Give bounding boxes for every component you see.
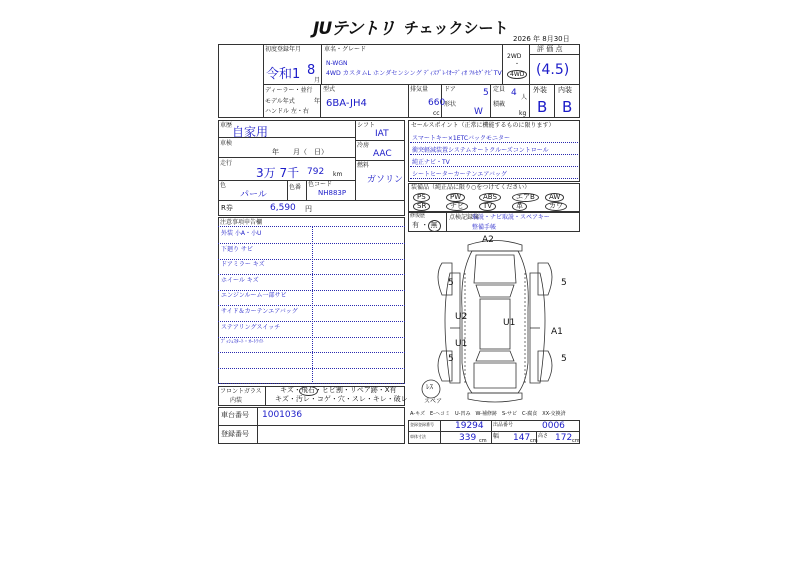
note-item: ドアミラー キズ	[221, 261, 265, 269]
color: パール	[240, 190, 267, 200]
interior-label: 内装	[230, 397, 243, 404]
mileage-unit: km	[333, 171, 343, 178]
displacement-label: 排気量	[410, 86, 429, 93]
reg-month: 8	[307, 63, 316, 78]
exhibit-no-label: 出品番号	[493, 422, 514, 428]
fuel: ガソリン	[367, 175, 404, 185]
ext-score: B	[537, 98, 548, 116]
sales-point: 純正ナビ・TV	[412, 159, 450, 166]
car-name: N-WGN	[326, 60, 348, 67]
reg-era: 令和1	[266, 67, 301, 82]
int-score: B	[562, 98, 573, 116]
color-label: 色	[220, 182, 227, 189]
record-label: 点検記録簿	[449, 214, 480, 221]
damage-mark: 5	[448, 354, 454, 364]
month-unit: 月	[314, 77, 321, 84]
equipment-label: 装備品（純正品に限り○をつけてください）	[411, 184, 531, 191]
car-diagram	[410, 233, 580, 408]
doors: 5	[483, 88, 489, 98]
sales-point: 衝突軽減装置システムオートクルーズコントロール	[412, 147, 549, 154]
damage-mark: A2	[482, 235, 494, 245]
model-year-unit: 年	[314, 98, 321, 105]
grade-score: (4.5)	[536, 62, 570, 78]
ac-label: 冷房	[357, 142, 370, 149]
sheet-date: 2026 年 8月30日	[513, 35, 570, 43]
record-sub: 整備手帳	[472, 224, 497, 231]
ac: AAC	[373, 149, 392, 159]
loading-unit: kg	[519, 110, 527, 117]
fuel-label: 燃料	[357, 162, 370, 169]
reg-year-label: 初度登録年月	[265, 46, 302, 53]
damage-mark: 5	[561, 354, 567, 364]
damage-mark: U1	[455, 339, 468, 349]
usage-label: 車歴	[220, 122, 233, 129]
length-value: 339	[459, 433, 477, 443]
note-item: エンジンルーム一部サビ	[221, 292, 287, 300]
record-text: 取説・ナビ取説・スペアキー	[472, 214, 550, 221]
damage-mark: 5	[448, 278, 454, 288]
door-label: ドア	[444, 86, 456, 93]
color-no-label: 色番	[289, 184, 302, 191]
height-unit: cm	[572, 438, 580, 444]
note-item: 外装 小A・小U	[221, 230, 262, 237]
equipment-item: PS	[413, 193, 430, 202]
int-label: 内装	[558, 86, 572, 94]
note-item: サイド＆カーテンエアバッグ	[221, 308, 298, 315]
equipment-item: TV	[479, 202, 496, 211]
notes-label: 注意事項申告欄	[220, 219, 263, 226]
damage-legend: A-キズ E-ヘコミ U-凹み W-補修跡 S-サビ C-腐食 XX-交換済	[410, 411, 566, 417]
sales-label: セールスポイント（正常に機能するものに限ります）	[411, 122, 555, 129]
history-label: 修復歴	[410, 213, 426, 219]
length-unit: cm	[479, 438, 487, 444]
width-value: 147	[513, 433, 531, 443]
bottom-reg-no: 19294	[455, 421, 484, 431]
history-value: 有 ・ 無	[412, 221, 438, 229]
dealer-label: ディーラー・並行	[265, 87, 313, 94]
drive-dot: ・	[514, 61, 521, 68]
equipment-item: エアB	[512, 193, 539, 202]
equipment-item: PW	[446, 193, 465, 202]
interior-items: キズ・汚レ・コゲ・穴・スレ・キレ・破レ	[275, 395, 408, 403]
brand-logo: JUテントリ	[313, 19, 395, 39]
capacity: 4	[511, 88, 517, 98]
model-year-label: モデル年式	[265, 98, 295, 105]
recycle-unit: 円	[305, 205, 312, 213]
recycle-label: R券	[221, 204, 233, 212]
color-code-label: 色コード	[308, 181, 333, 188]
sales-point: スマートキー×1ETCバックモニター	[412, 135, 511, 142]
usage: 自家用	[232, 125, 269, 139]
reg-no-label: 登録番号	[221, 430, 249, 438]
recycle-amount: 6,590	[270, 203, 296, 213]
mileage-label: 走行	[220, 160, 233, 167]
spare-mark: ﾚｽ	[426, 383, 433, 391]
equipment-item: ABS	[479, 193, 501, 202]
shift: IAT	[375, 129, 389, 139]
inspection-label: 車検	[220, 140, 233, 147]
note-item: 下廻り サビ	[221, 245, 253, 253]
shift-label: シフト	[357, 122, 376, 129]
equipment-item: AW	[545, 193, 564, 202]
ext-label: 外装	[533, 86, 547, 94]
shape-label: 形状	[444, 101, 457, 108]
drive-4wd: 4WD	[507, 70, 527, 79]
capacity-unit: 人	[521, 94, 528, 101]
equipment-item: ナビ	[446, 202, 468, 211]
width-unit: cm	[530, 438, 538, 444]
width-label: 幅	[493, 433, 500, 440]
damage-mark: U1	[503, 318, 516, 328]
type-label: 型式	[323, 86, 336, 93]
note-item: ステアリングスイッチ	[221, 323, 281, 331]
note-item: ﾌﾟｯｼｭｽﾀｰﾄ・ｵｰﾄﾗｲﾄ	[221, 339, 264, 346]
front-glass-label: フロントガラス	[220, 388, 262, 395]
shape: W	[474, 107, 483, 117]
color-code: NH883P	[318, 189, 347, 197]
sales-point: シートヒーターカーテンエアバッグ	[412, 171, 507, 178]
car-no-label: 車台番号	[221, 411, 249, 419]
displacement: 660	[428, 98, 446, 108]
history-none-circle	[428, 220, 441, 232]
grade-score-label: 評 価 点	[537, 45, 563, 53]
spare-label: スペア	[424, 398, 443, 405]
capacity-label: 定員	[493, 86, 506, 93]
car-no: 1001036	[262, 410, 303, 420]
displacement-unit: cc	[433, 110, 440, 117]
type-value: 6BA-JH4	[326, 98, 367, 109]
inspection-unit: 年 月（ 日）	[272, 148, 328, 156]
equipment-item: カワ	[545, 202, 567, 211]
height-label: 高さ	[538, 433, 549, 439]
length-label: 車体寸法	[410, 434, 426, 439]
equipment-item: 革	[512, 202, 527, 211]
exhibit-no: 0006	[542, 421, 565, 431]
sheet-title: チェックシート	[404, 19, 509, 37]
bottom-reg-label: 登録登録番号	[410, 422, 434, 427]
drive-2wd: 2WD	[507, 53, 522, 60]
equipment-item: SR	[413, 202, 430, 211]
front-glass-items: キズ・飛石・ヒビ割・リペア跡・X有	[280, 386, 397, 394]
loading-label: 積載	[493, 101, 506, 108]
car-name-label: 車名・グレード	[324, 46, 367, 53]
mileage-sub: 792	[307, 167, 325, 177]
damage-mark: A1	[551, 327, 563, 337]
damage-mark: 5	[561, 278, 567, 288]
note-item: ホイール キズ	[221, 276, 259, 284]
mileage: 3万 7千	[256, 166, 300, 180]
damage-mark: U2	[455, 312, 468, 322]
handle-label: ハンドル 左・右	[265, 108, 309, 115]
car-grade: 4WD カスタムL ホンダセンシング ﾃﾞｨｽﾌﾟﾚｲｵｰﾃﾞｨｵ ﾌﾙｾｸﾞﾅﾋﾞTV	[326, 70, 502, 77]
height-value: 172	[555, 433, 573, 443]
